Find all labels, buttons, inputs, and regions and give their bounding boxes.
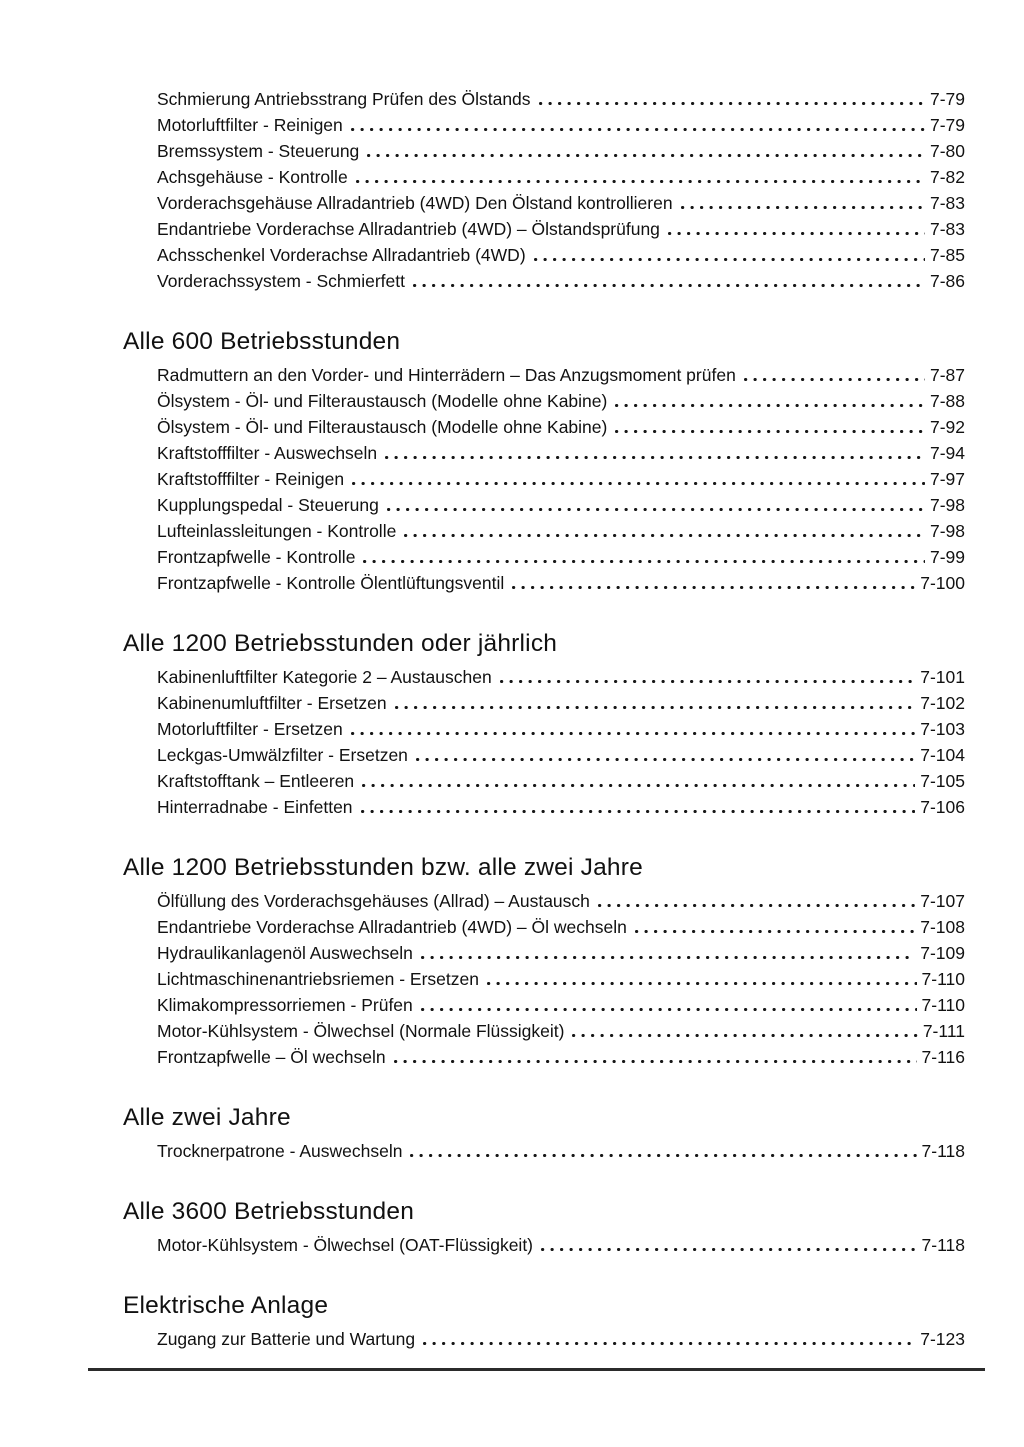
entry-page-number: 7-83 <box>929 193 965 213</box>
dot-leader <box>361 810 916 813</box>
toc-entry <box>123 1044 965 1070</box>
toc-entry <box>123 716 965 742</box>
section-heading: Alle 600 Betriebsstunden <box>123 328 401 355</box>
entry-title: Kraftstofftank – Entleeren <box>157 771 355 791</box>
section-heading: Elektrische Anlage <box>123 1292 329 1319</box>
dot-leader <box>395 706 916 709</box>
dot-leader <box>615 430 925 433</box>
entry-title: Leckgas-Umwälzfilter - Ersetzen <box>157 745 408 765</box>
dot-leader <box>404 534 925 537</box>
entry-title: Ölsystem - Öl- und Filteraustausch (Modelle ohne Kabine) <box>157 417 608 437</box>
toc-entry <box>123 794 965 820</box>
entry-page-number: 7-97 <box>929 469 965 489</box>
dot-leader <box>487 982 917 985</box>
toc-entry <box>123 138 965 164</box>
dot-leader <box>362 784 915 787</box>
entry-page-number: 7-102 <box>920 693 965 713</box>
toc-section <box>123 1102 965 1164</box>
dot-leader <box>416 758 915 761</box>
entry-title: Endantriebe Vorderachse Allradantrieb (4WD) – Ölstandsprüfung <box>157 219 660 239</box>
dot-leader <box>681 206 925 209</box>
toc-entry <box>123 112 965 138</box>
dot-leader <box>410 1154 916 1157</box>
toc-entry <box>123 164 965 190</box>
entry-page-number: 7-82 <box>929 167 965 187</box>
entry-page-number: 7-107 <box>920 891 965 911</box>
dot-leader <box>421 1008 917 1011</box>
entry-title: Frontzapfwelle – Öl wechseln <box>157 1047 386 1067</box>
entry-page-number: 7-94 <box>929 443 965 463</box>
entry-title: Lichtmaschinenantriebsriemen - Ersetzen <box>157 969 479 989</box>
section-heading: Alle 1200 Betriebsstunden oder jährlich <box>123 630 558 657</box>
section-heading: Alle zwei Jahre <box>123 1104 291 1131</box>
dot-leader <box>500 680 916 683</box>
entry-title: Achsgehäuse - Kontrolle <box>157 167 348 187</box>
entry-page-number: 7-100 <box>920 573 965 593</box>
entry-page-number: 7-98 <box>929 521 965 541</box>
entry-page-number: 7-103 <box>920 719 965 739</box>
entry-title: Hydraulikanlagenöl Auswechseln <box>157 943 413 963</box>
entry-title: Kabinenumluftfilter - Ersetzen <box>157 693 387 713</box>
entry-title: Vorderachssystem - Schmierfett <box>157 271 405 291</box>
entry-page-number: 7-118 <box>921 1235 965 1255</box>
entry-page-number: 7-118 <box>921 1141 965 1161</box>
entry-title: Zugang zur Batterie und Wartung <box>157 1329 416 1349</box>
entry-title: Schmierung Antriebsstrang Prüfen des Ölstands <box>157 89 531 109</box>
section-heading: Alle 1200 Betriebsstunden bzw. alle zwei Jahre <box>123 854 643 881</box>
entry-title: Achsschenkel Vorderachse Allradantrieb (4WD) <box>157 245 526 265</box>
dot-leader <box>367 154 925 157</box>
toc-entry <box>123 544 965 570</box>
entry-page-number: 7-123 <box>920 1329 965 1349</box>
toc-entry <box>123 388 965 414</box>
entry-page-number: 7-86 <box>929 271 965 291</box>
entry-page-number: 7-109 <box>920 943 965 963</box>
toc-section <box>123 326 965 596</box>
toc-entry <box>123 940 965 966</box>
toc-entry <box>123 440 965 466</box>
toc-entry <box>123 268 965 294</box>
toc-entry <box>123 190 965 216</box>
toc-entry <box>123 362 965 388</box>
toc-entry <box>123 1326 965 1352</box>
dot-leader <box>539 102 925 105</box>
entry-title: Kraftstofffilter - Auswechseln <box>157 443 378 463</box>
dot-leader <box>356 180 925 183</box>
toc-entry <box>123 690 965 716</box>
entry-page-number: 7-88 <box>929 391 965 411</box>
entry-page-number: 7-80 <box>929 141 965 161</box>
dot-leader <box>423 1342 915 1345</box>
dot-leader <box>534 258 925 261</box>
dot-leader <box>744 378 925 381</box>
toc-entry <box>123 664 965 690</box>
toc-entry <box>123 966 965 992</box>
entry-page-number: 7-110 <box>921 995 965 1015</box>
entry-page-number: 7-85 <box>929 245 965 265</box>
entry-title: Ölsystem - Öl- und Filteraustausch (Modelle ohne Kabine) <box>157 391 608 411</box>
entry-page-number: 7-116 <box>921 1047 965 1067</box>
toc-entry <box>123 742 965 768</box>
entry-title: Kraftstofffilter - Reinigen <box>157 469 345 489</box>
entry-page-number: 7-105 <box>920 771 965 791</box>
toc-section <box>123 86 965 294</box>
entry-page-number: 7-106 <box>920 797 965 817</box>
toc-entry <box>123 518 965 544</box>
toc-entry <box>123 414 965 440</box>
entry-title: Motorluftfilter - Ersetzen <box>157 719 343 739</box>
entry-page-number: 7-98 <box>929 495 965 515</box>
dot-leader <box>394 1060 917 1063</box>
toc-section <box>123 852 965 1070</box>
toc-entry <box>123 86 965 112</box>
dot-leader <box>598 904 915 907</box>
toc-entry <box>123 914 965 940</box>
entry-page-number: 7-92 <box>929 417 965 437</box>
footer-rule <box>88 1368 985 1371</box>
entry-page-number: 7-79 <box>929 89 965 109</box>
entry-title: Endantriebe Vorderachse Allradantrieb (4WD) – Öl wechseln <box>157 917 627 937</box>
entry-title: Lufteinlassleitungen - Kontrolle <box>157 521 397 541</box>
toc-entry <box>123 768 965 794</box>
entry-page-number: 7-99 <box>929 547 965 567</box>
dot-leader <box>615 404 925 407</box>
entry-title: Ölfüllung des Vorderachsgehäuses (Allrad) – Austausch <box>157 891 590 911</box>
section-heading: Alle 3600 Betriebsstunden <box>123 1198 415 1225</box>
entry-title: Motor-Kühlsystem - Ölwechsel (Normale Flüssigkeit) <box>157 1021 565 1041</box>
entry-title: Frontzapfwelle - Kontrolle Ölentlüftungsventil <box>157 573 505 593</box>
toc-entry <box>123 888 965 914</box>
dot-leader <box>421 956 915 959</box>
entry-title: Hinterradnabe - Einfetten <box>157 797 353 817</box>
entry-title: Motor-Kühlsystem - Ölwechsel (OAT-Flüssigkeit) <box>157 1235 534 1255</box>
toc-entry <box>123 1232 965 1258</box>
entry-page-number: 7-101 <box>920 667 965 687</box>
toc-entry <box>123 992 965 1018</box>
dot-leader <box>635 930 915 933</box>
entry-page-number: 7-111 <box>922 1021 965 1041</box>
entry-title: Kabinenluftfilter Kategorie 2 – Austauschen <box>157 667 492 687</box>
dot-leader <box>572 1034 917 1037</box>
toc-entry <box>123 570 965 596</box>
dot-leader <box>363 560 925 563</box>
entry-title: Klimakompressorriemen - Prüfen <box>157 995 413 1015</box>
dot-leader <box>351 732 915 735</box>
toc-section <box>123 628 965 820</box>
toc-entry <box>123 1138 965 1164</box>
dot-leader <box>351 128 925 131</box>
entry-page-number: 7-83 <box>929 219 965 239</box>
toc-section <box>123 1196 965 1258</box>
dot-leader <box>541 1248 917 1251</box>
entry-title: Motorluftfilter - Reinigen <box>157 115 343 135</box>
dot-leader <box>413 284 925 287</box>
dot-leader <box>668 232 925 235</box>
toc-section <box>123 1290 965 1352</box>
entry-title: Radmuttern an den Vorder- und Hinterrädern – Das Anzugsmoment prüfen <box>157 365 736 385</box>
entry-page-number: 7-108 <box>920 917 965 937</box>
entry-page-number: 7-110 <box>921 969 965 989</box>
dot-leader <box>385 456 925 459</box>
entry-title: Vorderachsgehäuse Allradantrieb (4WD) Den Ölstand kontrollieren <box>157 193 673 213</box>
dot-leader <box>512 586 915 589</box>
entry-title: Bremssystem - Steuerung <box>157 141 360 161</box>
toc-entry <box>123 1018 965 1044</box>
toc-entry <box>123 466 965 492</box>
dot-leader <box>387 508 925 511</box>
toc-entry <box>123 242 965 268</box>
entry-page-number: 7-87 <box>929 365 965 385</box>
dot-leader <box>352 482 925 485</box>
entry-page-number: 7-79 <box>929 115 965 135</box>
entry-title: Frontzapfwelle - Kontrolle <box>157 547 356 567</box>
toc-entry <box>123 492 965 518</box>
entry-title: Trocknerpatrone - Auswechseln <box>157 1141 403 1161</box>
entry-title: Kupplungspedal - Steuerung <box>157 495 379 515</box>
entry-page-number: 7-104 <box>920 745 965 765</box>
toc-entry <box>123 216 965 242</box>
